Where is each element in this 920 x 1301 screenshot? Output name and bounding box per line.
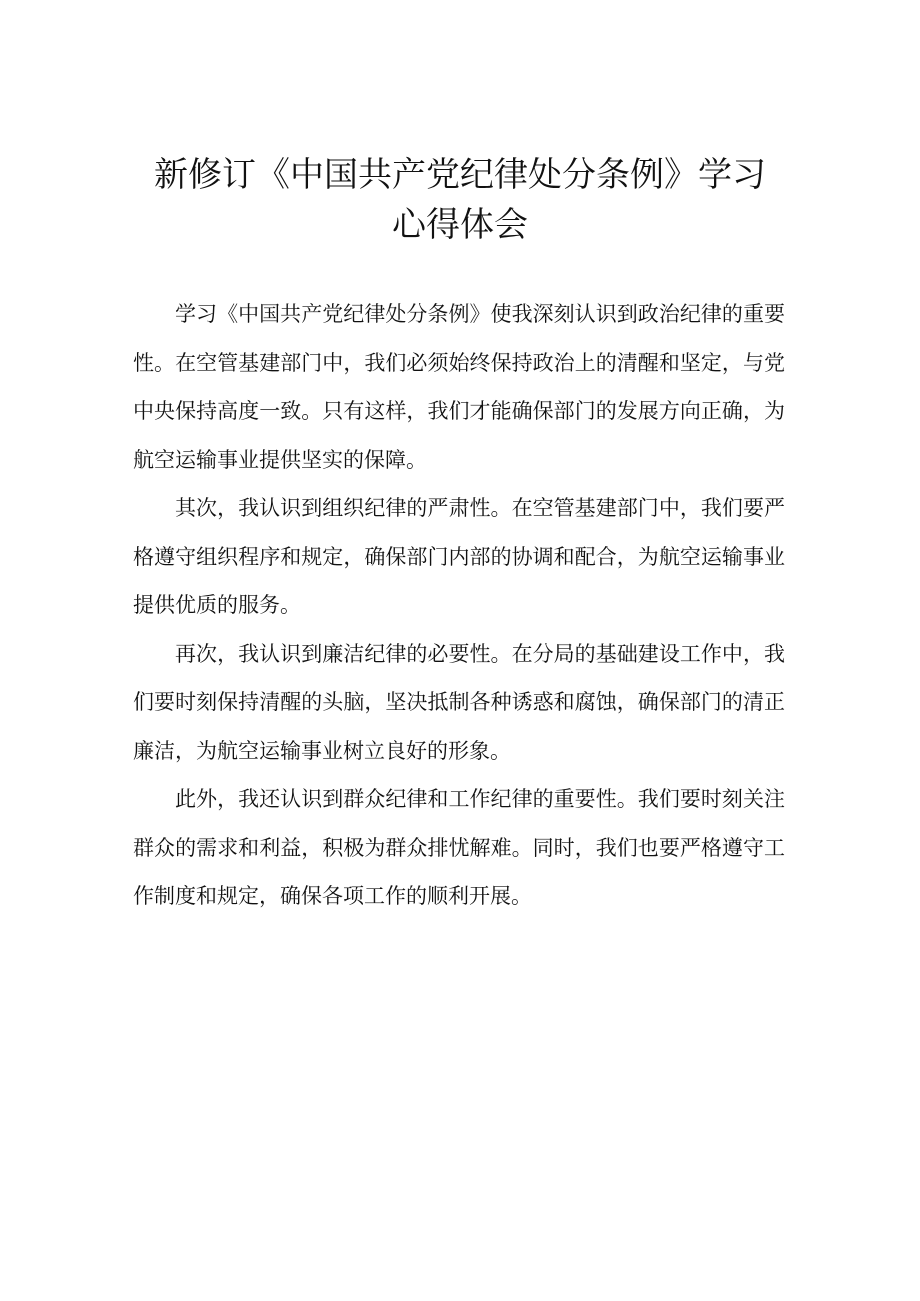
title-line-2: 心得体会 xyxy=(392,205,528,245)
document-title xyxy=(100,150,820,250)
document-body xyxy=(133,290,785,921)
paragraph-1: 学习《中国共产党纪律处分条例》使我深刻认识到政治纪律的重要性。在空管基建部门中，我们必须始终保持政治上的清醒和坚定，与党中央保持高度一致。只有这样，我们才能确保部门的发展方向正确，为航空运输事业提供坚实的保障。 xyxy=(133,302,785,472)
paragraph-2: 其次，我认识到组织纪律的严肃性。在空管基建部门中，我们要严格遵守组织程序和规定，确保部门内部的协调和配合，为航空运输事业提供优质的服务。 xyxy=(133,496,785,617)
paragraph-3: 再次，我认识到廉洁纪律的必要性。在分局的基础建设工作中，我们要时刻保持清醒的头脑，坚决抵制各种诱惑和腐蚀，确保部门的清正廉洁，为航空运输事业树立良好的形象。 xyxy=(133,641,785,763)
paragraph-4: 此外，我还认识到群众纪律和工作纪律的重要性。我们要时刻关注群众的需求和利益，积极为群众排忧解难。同时，我们也要严格遵守工作制度和规定，确保各项工作的顺利开展。 xyxy=(133,787,785,908)
title-line-1: 新修订《中国共产党纪律处分条例》学习 xyxy=(154,155,766,195)
